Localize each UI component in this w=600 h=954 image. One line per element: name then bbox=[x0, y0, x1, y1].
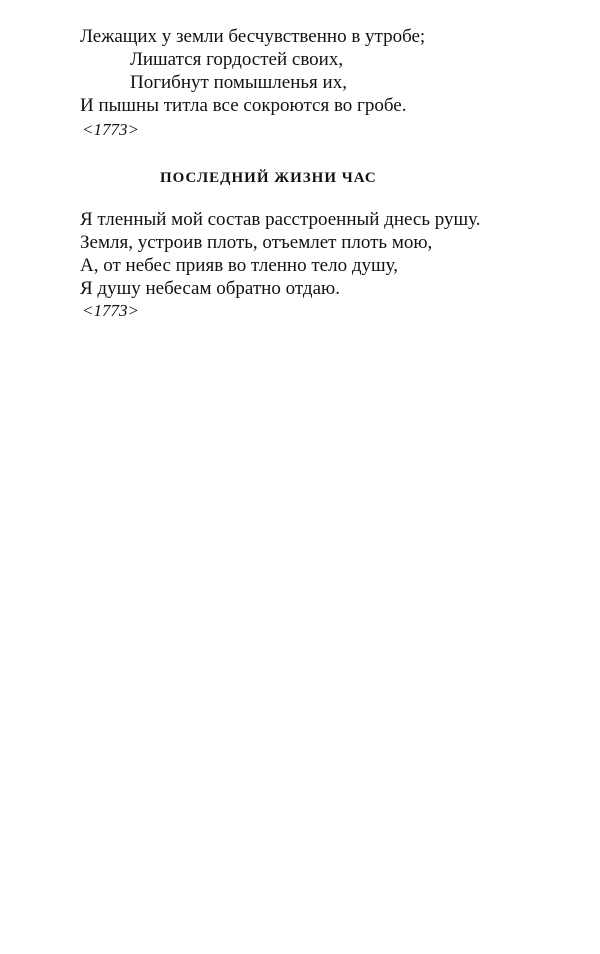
poem2-title: ПОСЛЕДНИЙ ЖИЗНИ ЧАС bbox=[160, 170, 377, 186]
poem1-date: <1773> bbox=[82, 120, 139, 139]
poem2-line-3: А, от небес прияв во тленно тело душу, bbox=[80, 255, 398, 276]
poem2-line-4: Я душу небесам обратно отдаю. bbox=[80, 278, 340, 299]
poem1-line-3: Погибнут помышленья их, bbox=[130, 72, 347, 93]
poem1-line-4: И пышны титла все сокроются во гробе. bbox=[80, 95, 407, 116]
poem1-line-1: Лежащих у земли бесчувственно в утробе; bbox=[80, 26, 426, 47]
poem1-line-2: Лишатся гордостей своих, bbox=[130, 49, 344, 70]
poem2-line-1: Я тленный мой состав расстроенный днесь рушу. bbox=[80, 209, 481, 230]
poem2-date: <1773> bbox=[82, 301, 139, 320]
poem2-line-2: Земля, устроив плоть, отъемлет плоть мою, bbox=[80, 232, 433, 253]
